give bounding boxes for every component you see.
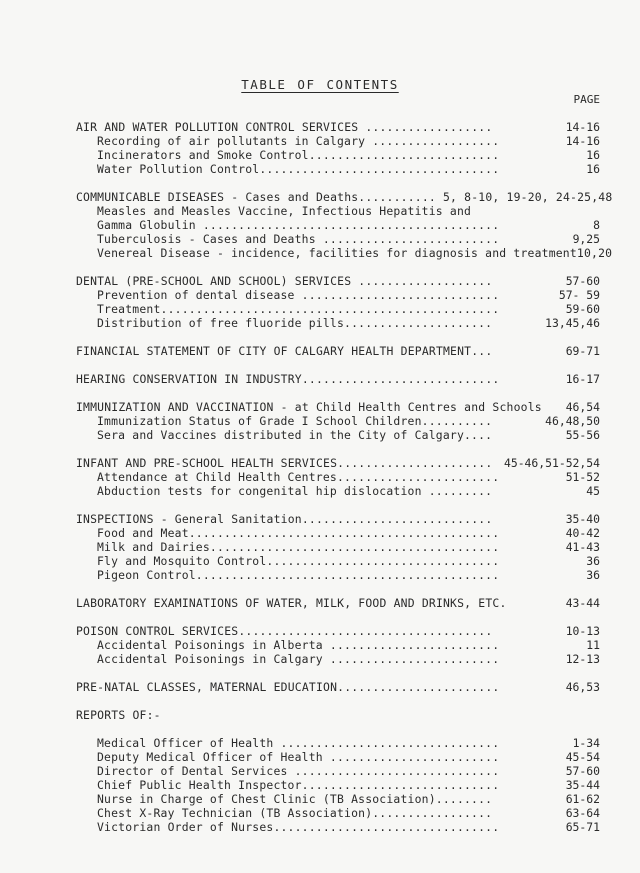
toc-subentry [0,764,640,778]
toc-entry-label: Sera and Vaccines distributed in the City of Calgary.... [97,428,493,442]
toc-entry-page: 61-62 [565,792,600,806]
section-spacer [0,176,640,190]
toc-entry-label: DENTAL (PRE-SCHOOL AND SCHOOL) SERVICES ................... [76,274,493,288]
toc-entry-page: 46,48,50 [545,414,600,428]
toc-entry-label: PRE-NATAL CLASSES, MATERNAL EDUCATION....................... [76,680,500,694]
toc-subentry [0,568,640,582]
toc-entry-label: AIR AND WATER POLLUTION CONTROL SERVICES .................. [76,120,493,134]
toc-entry-label: Milk and Dairies......................................... [97,540,500,554]
section-spacer [0,358,640,372]
toc-section-heading [0,372,640,386]
toc-entry-label: REPORTS OF:- [76,708,161,722]
toc-entry-label: Victorian Order of Nurses................................ [97,820,500,834]
toc-section-heading [0,596,640,610]
toc-entry-label: FINANCIAL STATEMENT OF CITY OF CALGARY HEALTH DEPARTMENT... [76,344,493,358]
toc-entry-label: Food and Meat............................................ [97,526,500,540]
section-spacer [0,610,640,624]
toc-subentry [0,134,640,148]
toc-entry-label: Tuberculosis - Cases and Deaths ......................... [97,232,500,246]
toc-subentry [0,652,640,666]
toc-entries [0,120,640,834]
toc-entry-label: HEARING CONSERVATION IN INDUSTRY............................ [76,372,500,386]
toc-subentry [0,554,640,568]
toc-entry-label: Incinerators and Smoke Control........................... [97,148,500,162]
section-spacer [0,442,640,456]
toc-entry-page: 59-60 [565,302,600,316]
toc-subentry [0,526,640,540]
section-spacer [0,666,640,680]
toc-section-heading [0,400,640,414]
toc-entry-page: 51-52 [565,470,600,484]
toc-entry-label: Water Pollution Control.................................. [97,162,500,176]
section-spacer [0,330,640,344]
toc-entry-label: COMMUNICABLE DISEASES - Cases and Deaths........... 5, 8-10, 19-20, 24-25,48 [76,190,613,204]
toc-subentry [0,540,640,554]
toc-entry-page: 69-71 [565,344,600,358]
toc-entry-label: POISON CONTROL SERVICES.................................... [76,624,493,638]
toc-entry-page: 35-44 [565,778,600,792]
toc-entry-label: Nurse in Charge of Chest Clinic (TB Association)........ [97,792,493,806]
toc-entry-page: 36 [586,554,600,568]
toc-entry-label: Immunization Status of Grade I School Children.......... [97,414,493,428]
section-spacer [0,694,640,708]
toc-entry-page: 46,53 [565,680,600,694]
toc-subentry [0,470,640,484]
toc-entry-label: Distribution of free fluoride pills..................... [97,316,493,330]
toc-entry-label: INSPECTIONS - General Sanitation........................... [76,512,493,526]
toc-entry-page: 55-56 [565,428,600,442]
toc-entry-page: 57-60 [565,274,600,288]
toc-entry-label: Medical Officer of Health ............................... [97,736,500,750]
toc-entry-label: Accidental Poisonings in Alberta ........................ [97,638,500,652]
toc-entry-label: IMMUNIZATION AND VACCINATION - at Child Health Centres and Schools [76,400,542,414]
toc-subentry [0,428,640,442]
toc-entry-label: Recording of air pollutants in Calgary .................. [97,134,500,148]
toc-entry-label: INFANT AND PRE-SCHOOL HEALTH SERVICES...................... [76,456,493,470]
toc-entry-page: 35-40 [565,512,600,526]
toc-entry-label: Abduction tests for congenital hip dislocation ......... [97,484,493,498]
toc-entry-label: Chief Public Health Inspector............................ [97,778,500,792]
section-spacer [0,386,640,400]
toc-title-text: TABLE OF CONTENTS [241,77,399,92]
toc-subentry [0,316,640,330]
toc-entry-label: Measles and Measles Vaccine, Infectious Hepatitis and [97,204,472,218]
toc-subentry [0,638,640,652]
toc-entry-label: LABORATORY EXAMINATIONS OF WATER, MILK, FOOD AND DRINKS, ETC. [76,596,507,610]
toc-entry-label: Venereal Disease - incidence, facilities for diagnosis and treatment10,20 [97,246,613,260]
toc-entry-page: 16 [586,148,600,162]
toc-entry-page: 41-43 [565,540,600,554]
toc-section-heading [0,708,640,722]
toc-entry-page: 12-13 [565,652,600,666]
toc-entry-page: 11 [586,638,600,652]
toc-subentry [0,162,640,176]
toc-entry-page: 13,45,46 [545,316,600,330]
toc-subentry [0,204,640,218]
toc-entry-page: 8 [593,218,600,232]
toc-entry-label: Director of Dental Services ............................. [97,764,500,778]
toc-subentry [0,414,640,428]
toc-entry-page: 45-54 [565,750,600,764]
toc-subentry [0,302,640,316]
toc-entry-page: 57-60 [565,764,600,778]
toc-entry-page: 45 [586,484,600,498]
toc-entry-page: 45-46,51-52,54 [503,456,600,470]
toc-subentry [0,820,640,834]
toc-section-heading [0,512,640,526]
toc-section-heading [0,680,640,694]
toc-entry-page: 46,54 [565,400,600,414]
toc-subentry [0,792,640,806]
page-column-header: PAGE [573,93,600,106]
toc-subentry [0,218,640,232]
toc-entry-page: 9,25 [572,232,600,246]
section-spacer [0,582,640,596]
toc-entry-page: 36 [586,568,600,582]
section-spacer [0,722,640,736]
toc-subentry [0,736,640,750]
toc-subentry [0,288,640,302]
toc-entry-page: 10-13 [565,624,600,638]
toc-entry-label: Chest X-Ray Technician (TB Association)................. [97,806,493,820]
toc-entry-label: Treatment................................................ [97,302,500,316]
toc-subentry [0,148,640,162]
toc-entry-page: 14-16 [565,134,600,148]
toc-section-heading [0,456,640,470]
toc-section-heading [0,624,640,638]
toc-section-heading [0,190,640,204]
toc-subentry [0,778,640,792]
toc-entry-label: Gamma Globulin .......................................... [97,218,500,232]
toc-entry-page: 65-71 [565,820,600,834]
toc-subentry [0,806,640,820]
toc-section-heading [0,120,640,134]
toc-entry-page: 1-34 [572,736,600,750]
toc-subentry [0,750,640,764]
toc-entry-page: 40-42 [565,526,600,540]
toc-subentry [0,232,640,246]
toc-entry-page: 16-17 [565,372,600,386]
toc-entry-label: Attendance at Child Health Centres....................... [97,470,500,484]
section-spacer [0,260,640,274]
toc-entry-page: 63-64 [565,806,600,820]
toc-entry-page: 14-16 [565,120,600,134]
section-spacer [0,498,640,512]
toc-entry-label: Pigeon Control........................................... [97,568,500,582]
toc-entry-page: 16 [586,162,600,176]
toc-subentry [0,246,640,260]
toc-entry-page: 43-44 [565,596,600,610]
toc-title [0,77,640,92]
toc-entry-label: Fly and Mosquito Control................................. [97,554,500,568]
toc-entry-page: 57- 59 [558,288,600,302]
toc-section-heading [0,274,640,288]
toc-entry-label: Prevention of dental disease ............................ [97,288,500,302]
toc-subentry [0,484,640,498]
toc-section-heading [0,344,640,358]
toc-entry-label: Accidental Poisonings in Calgary ........................ [97,652,500,666]
toc-entry-label: Deputy Medical Officer of Health ........................ [97,750,500,764]
